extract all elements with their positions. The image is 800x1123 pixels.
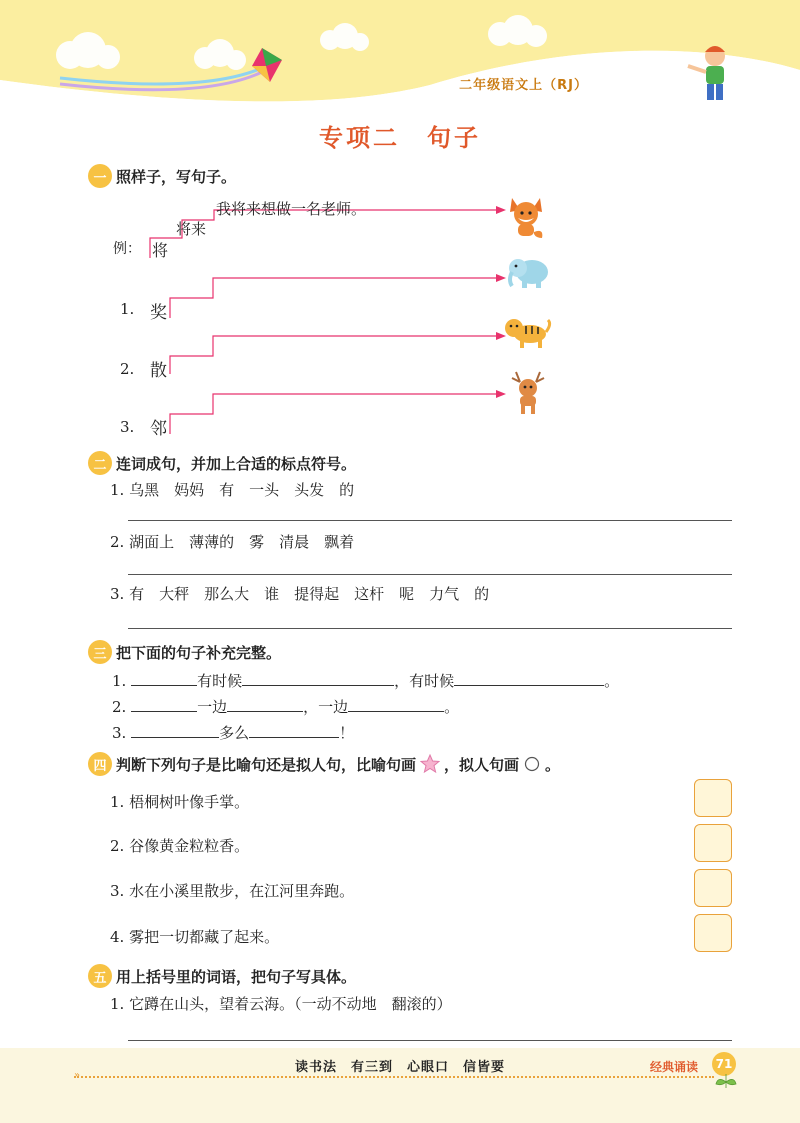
section-1-header (88, 164, 236, 188)
fill-blank[interactable] (348, 695, 444, 712)
question-item: 3. 有 大秤 那么大 谁 提得起 这杆 呢 力气 的 (110, 585, 490, 603)
answer-line (128, 574, 732, 575)
item-word: 多么 (219, 724, 250, 742)
example-sentence: 我将来想做一名老师。 (216, 200, 367, 218)
section-number: 一 (88, 164, 112, 188)
item-end: 。 (604, 672, 620, 690)
fill-blank[interactable] (131, 721, 219, 738)
page-title: 专项二 句子 (319, 123, 481, 152)
question-item: 3. 水在小溪里散步，在江河里奔跑。 (110, 882, 355, 900)
footer-motto: 读书法 有三到 心眼口 信皆要 (294, 1060, 505, 1075)
item-word: 一边 (197, 698, 228, 716)
deer-icon (508, 370, 548, 416)
item-char: 散 (150, 361, 167, 381)
item-word: ，有时候 (394, 672, 455, 690)
item-char: 邻 (150, 419, 167, 439)
section-number: 三 (88, 640, 112, 664)
tiger-icon (502, 312, 552, 350)
section-2-header (88, 451, 356, 475)
section-number: 二 (88, 451, 112, 475)
section-3-header (88, 640, 281, 664)
fill-in-item-2 (112, 695, 459, 717)
section-title: 照样子，写句子。 (116, 167, 237, 186)
question-item: 2. 谷像黄金粒粒香。 (110, 837, 250, 855)
section-title: 连词成句，并加上合适的标点符号。 (116, 454, 357, 473)
footer-divider (74, 1076, 714, 1078)
item-number: 1. (112, 672, 127, 690)
answer-box[interactable] (694, 779, 732, 817)
section-title-part: ，拟人句画 (444, 755, 520, 774)
item-number: 3. (112, 724, 127, 742)
item-end: 。 (444, 698, 460, 716)
circle-icon (523, 755, 541, 773)
item-number: 2. (112, 698, 127, 716)
answer-line (128, 520, 732, 521)
fill-blank[interactable] (242, 669, 394, 686)
fill-in-item-1 (112, 669, 619, 691)
item-number: 1. (120, 300, 135, 318)
example-prefix: 例： (113, 241, 141, 257)
page-number: 71 (712, 1052, 736, 1076)
fill-blank[interactable] (131, 695, 197, 712)
section-title: 用上括号里的词语，把句子写具体。 (116, 967, 357, 986)
fill-blank[interactable] (131, 669, 197, 686)
item-word: ，一边 (303, 698, 349, 716)
question-item: 2. 湖面上 薄薄的 雾 清晨 飘着 (110, 533, 355, 551)
section-title-part: 。 (545, 755, 561, 774)
fill-blank[interactable] (454, 669, 604, 686)
question-item: 1. 它蹲在山头，望着云海。（一动不动地 翻滚的） (110, 995, 452, 1013)
section-title-part: 判断下列句子是比喻句还是拟人句，比喻句画 (116, 755, 417, 774)
item-word: 有时候 (197, 672, 243, 690)
section-number: 四 (88, 752, 112, 776)
example-word-2: 将来 (176, 220, 207, 238)
section-4-header (88, 752, 560, 776)
grade-label: 二年级语文上（RJ） (459, 78, 588, 93)
example-word-1: 将 (152, 241, 169, 260)
leaf-icon (714, 1074, 738, 1088)
section-number: 五 (88, 964, 112, 988)
fill-blank[interactable] (227, 695, 303, 712)
fox-icon (506, 194, 546, 240)
footer-brand: 经典诵读 (650, 1060, 699, 1074)
question-item: 1. 梧桐树叶像手掌。 (110, 793, 250, 811)
elephant-icon (506, 254, 552, 290)
star-icon (420, 754, 440, 774)
item-end: ！ (339, 724, 355, 742)
item-char: 奖 (150, 303, 167, 323)
answer-line (128, 1040, 732, 1041)
fill-in-item-3 (112, 721, 354, 743)
chevron-right-icon: » (74, 1070, 81, 1081)
answer-box[interactable] (694, 824, 732, 862)
section-5-header (88, 964, 356, 988)
question-item: 4. 雾把一切都藏了起来。 (110, 928, 280, 946)
header-banner (0, 0, 800, 108)
answer-box[interactable] (694, 914, 732, 952)
section-title: 把下面的句子补充完整。 (116, 643, 282, 662)
answer-line (128, 628, 732, 629)
item-number: 3. (120, 418, 135, 436)
answer-box[interactable] (694, 869, 732, 907)
question-item: 1. 乌黑 妈妈 有 一头 头发 的 (110, 481, 355, 499)
item-number: 2. (120, 360, 135, 378)
fill-blank[interactable] (249, 721, 339, 738)
